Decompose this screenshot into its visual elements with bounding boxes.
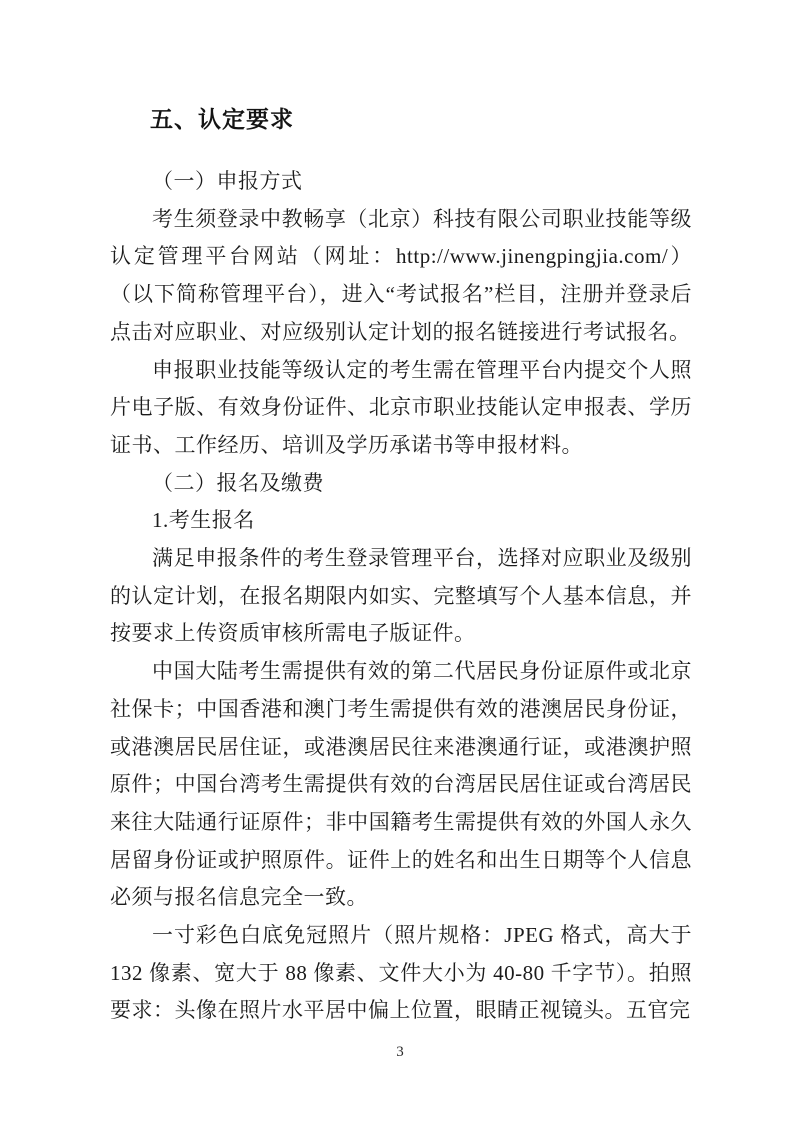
paragraph-registration-process: 满足申报条件的考生登录管理平台，选择对应职业及级别的认定计划，在报名期限内如实、完整填写个人基本信息，并按要求上传资质审核所需电子版证件。: [110, 546, 692, 646]
subheading-candidate-registration: 1.考生报名: [152, 508, 255, 533]
document-body: [110, 103, 692, 1030]
paragraph-photo-requirements: 一寸彩色白底免冠照片（照片规格：JPEG 格式，高大于 132 像素、宽大于 88 像素、文件大小为 40-80 千字节）。拍照要求：头像在照片水平居中偏上位置，眼睛正视镜头。五官完: [110, 923, 692, 1023]
section-heading: 五、认定要求: [150, 106, 294, 132]
paragraph-submission-materials: 申报职业技能等级认定的考生需在管理平台内提交个人照片电子版、有效身份证件、北京市职业技能认定申报表、学历证书、工作经历、培训及学历承诺书等申报材料。: [110, 357, 692, 457]
paragraph-registration-platform: 考生须登录中教畅享（北京）科技有限公司职业技能等级认定管理平台网站（网址：http://www.jinengpingjia.com/）（以下简称管理平台），进入“考试报名”栏目，注册并登录后点击对应职业、对应级别认定计划的报名链接进行考试报名。: [110, 206, 692, 344]
page-number: 3: [396, 1044, 404, 1060]
subheading-registration-and-payment: （二）报名及缴费: [152, 470, 324, 495]
subheading-application-method: （一）申报方式: [152, 169, 303, 193]
paragraph-id-document-requirements: 中国大陆考生需提供有效的第二代居民身份证原件或北京社保卡；中国香港和澳门考生需提供有效的港澳居民身份证，或港澳居民居住证，或港澳居民往来港澳通行证，或港澳护照原件；中国台湾考生需提供有效的台湾居民居住证或台湾居民来往大陆通行证原件；非中国籍考生需提供有效的外国人永久居留身份证或护照原件。证件上的姓名和出生日期等个人信息必须与报名信息完全一致。: [110, 659, 692, 910]
